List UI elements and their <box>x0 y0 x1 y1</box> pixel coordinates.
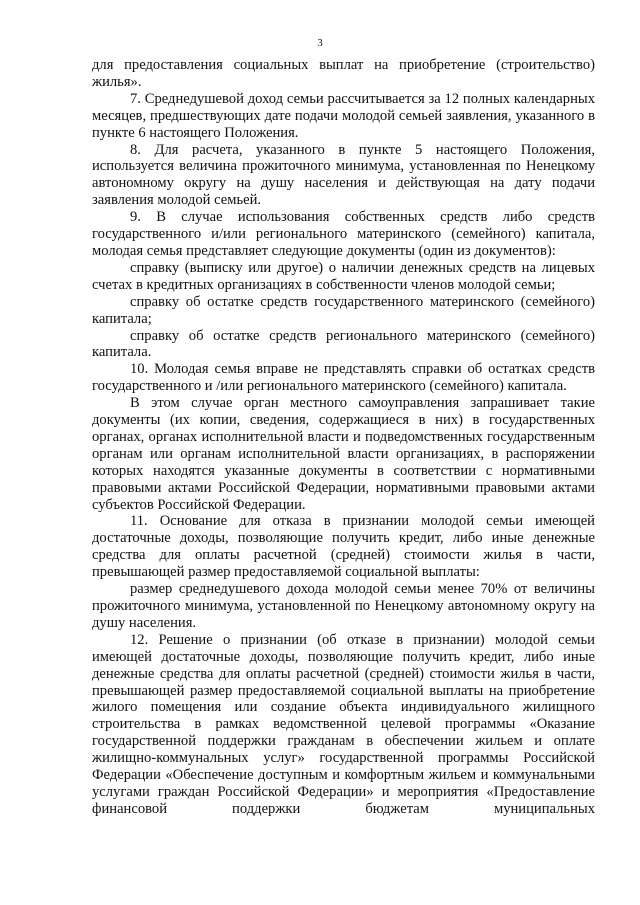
paragraph-item-10: 10. Молодая семья вправе не представлять справки об остатках средств государственного и /или регионального материнского (семейного) капитала. <box>92 361 595 395</box>
paragraph-item-11-criterion: размер среднедушевого дохода молодой семьи менее 70% от величины прожиточного минимума, установленной по Ненецкому автономному округу на душу населения. <box>92 581 595 631</box>
paragraph-item-9-doc-3: справку об остатке средств регионального материнского (семейного) капитала. <box>92 327 595 361</box>
paragraph-item-9-doc-1: справку (выписку или другое) о наличии денежных средств на лицевых счетах в кредитных организациях в собственности членов молодой семьи; <box>92 259 595 293</box>
paragraph-item-7: 7. Среднедушевой доход семьи рассчитывается за 12 полных календарных месяцев, предшествующих дате подачи молодой семьей заявления, указанного в пункте 6 настоящего Положения. <box>92 90 595 141</box>
paragraph-item-9: 9. В случае использования собственных средств либо средств государственного и/или регионального материнского (семейного) капитала, молодая семья представляет следующие документы (один из документов): <box>92 209 595 259</box>
paragraph-item-10-details: В этом случае орган местного самоуправления запрашивает такие документы (их копии, сведения, содержащиеся в них) в государственных органах, органах исполнительной власти и подведомственных государственным органам или органам исполнительной власти организациях, в распоряжении которых находятся указанные документы в соответствии с нормативными правовыми актами Российской Федерации, нормативными правовыми актами субъектов Российской Федерации. <box>92 395 595 513</box>
document-body <box>92 57 595 818</box>
paragraph-item-11: 11. Основание для отказа в признании молодой семьи имеющей достаточные доходы, позволяющие получить кредит, либо иные денежные средства для оплаты расчетной (средней) стоимости жилья в части, превышающей размер предоставляемой социальной выплаты: <box>92 513 595 581</box>
page-number: 3 <box>317 37 323 49</box>
paragraph-item-8: 8. Для расчета, указанного в пункте 5 настоящего Положения, используется величина прожиточного минимума, установленная по Ненецкому автономному округу на душу населения и действующая на дату подачи заявления молодой семьей. <box>92 141 595 209</box>
paragraph-continuation: для предоставления социальных выплат на приобретение (строительство) жилья». <box>92 57 595 90</box>
paragraph-item-12: 12. Решение о признании (об отказе в признании) молодой семьи имеющей достаточные доходы, позволяющие получить кредит, либо иные денежные средства для оплаты расчетной (средней) стоимости жилья в части, превышающей размер предоставляемой социальной выплаты на приобретение жилого помещения или создание объекта индивидуального жилищного строительства в рамках ведомственной целевой программы «Оказание государственной поддержки гражданам в обеспечении жильем и оплате жилищно-коммунальных услуг» государственной программы Российской Федерации «Обеспечение доступным и комфортным жильем и коммунальными услугами граждан Российской Федерации» и мероприятия «Предоставление финансовой поддержки бюджетам муниципальных <box>92 631 595 817</box>
paragraph-item-9-doc-2: справку об остатке средств государственного материнского (семейного) капитала; <box>92 293 595 327</box>
